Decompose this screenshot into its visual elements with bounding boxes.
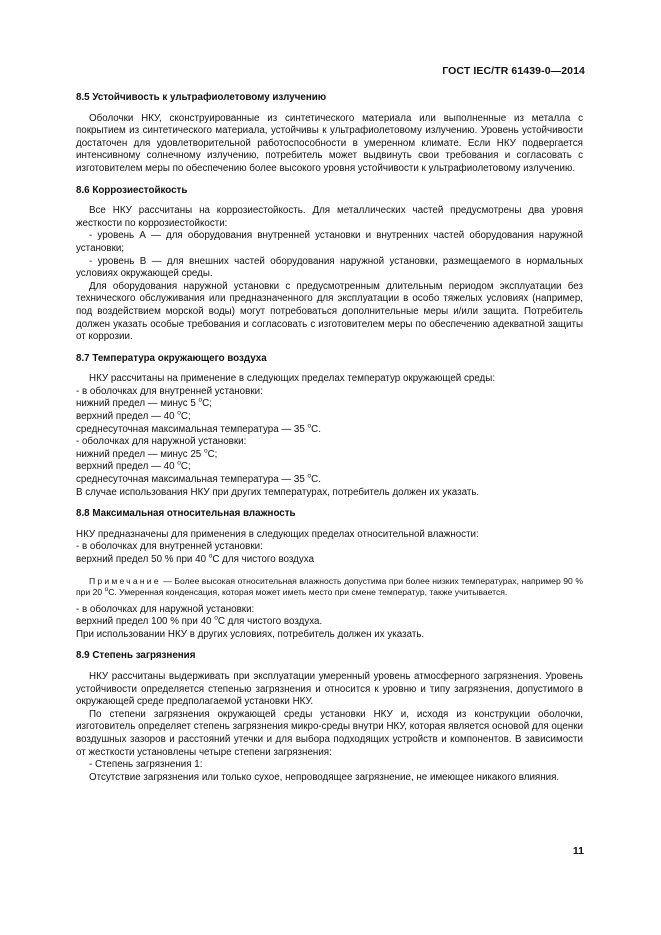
section-8-8-outdoor-limit: верхний предел 100 % при 40 $^o$С для чистого воздуха. (76, 614, 323, 628)
section-8-7-outdoor-upper-limit: верхний предел — 40 $^o$С; (76, 460, 191, 473)
section-8-5-title: 8.5 Устойчивость к ультрафиолетовому излучению (76, 92, 327, 103)
section-8-7-indoor-daily-max: среднесуточная максимальная температура — 35 $^o$С. (76, 422, 321, 435)
section-8-7-paragraph-1: НКУ рассчитаны на применение в следующих пределах температур окружающей среды: (89, 373, 496, 385)
section-8-7-title: 8.7 Температура окружающего воздуха (76, 352, 267, 364)
section-8-9-paragraph-3: Отсутствие загрязнения или только сухое, непроводящее загрязнение, не имеющее никакого влияния. (89, 771, 560, 783)
section-8-8-indoor-label: - в оболочках для внутренней установки: (76, 541, 263, 553)
section-8-9-title: 8.9 Степень загрязнения (76, 650, 196, 662)
document-header: ГОСТ IEC/TR 61439-0—2014 (442, 65, 585, 77)
section-8-8-paragraph-1: НКУ предназначены для применения в следующих пределах относительной влажности: (76, 528, 479, 540)
section-8-7-outdoor-label: - оболочках для наружной установки: (76, 436, 247, 448)
section-8-6-list-item-a: - уровень А — для оборудования внутренней установки и внутренних частей оборудования наружной установки; (76, 230, 583, 254)
section-8-7-indoor-label: - в оболочках для внутренней установки: (76, 385, 263, 397)
section-8-8-indoor-limit: верхний предел 50 % при 40 $^o$С для чистого воздуха (76, 552, 315, 565)
section-8-9-paragraph-1: НКУ рассчитаны выдерживать при эксплуатации умеренный уровень атмосферного загрязнения. Уровень устойчивости определяется степенью загрязнения и относится к уровню и типу загрязнения, допустимого в окружающей среде предполагаемой установки НКУ. (76, 670, 583, 708)
section-8-6-list-item-b: - уровень В — для внешних частей оборудования наружной установки, размещаемого в нормальных условиях окружающей среды. (76, 255, 583, 280)
section-8-7-indoor-lower-limit: нижний предел — минус 5 $^o$С; (76, 397, 212, 410)
page-content (76, 92, 583, 784)
section-8-7-outdoor-lower-limit: нижний предел — минус 25 $^o$С; (76, 447, 218, 460)
section-8-8-title: 8.8 Максимальная относительная влажность (76, 508, 296, 520)
section-8-8-note: Примечание — Более высокая относительная влажность допустима при более низких температурах, например 90 % при 20 $^o$С. Умеренная конденсация, которая может иметь место при смене температур, также учитывается. (76, 575, 583, 597)
section-8-6-paragraph-1: Все НКУ рассчитаны на коррозиестойкость. Для металлических частей предусмотрены два уровня жесткости по коррозиестойкости: (76, 205, 583, 229)
section-8-7-closing: В случае использования НКУ при других температурах, потребитель должен их указать. (76, 486, 480, 498)
section-8-8-closing: При использовании НКУ в других условиях, потребитель должен их указать. (76, 628, 425, 640)
note-label: Примечание (89, 575, 161, 586)
section-8-9-paragraph-2: По степени загрязнения окружающей среды установки НКУ и, исходя из конструкции оболочки, изготовитель определяет степень загрязнения микро-среды внутри НКУ, которая является основой для оценки воздушных зазоров и расстояний утечки и для выбора подходящих устройств и компонентов. В зависимости от жесткости установлены четыре степени загрязнения: (76, 708, 583, 758)
section-8-9-list-item-1: - Степень загрязнения 1: (89, 759, 203, 771)
page-number: 11 (572, 845, 584, 857)
section-8-6-paragraph-2: Для оборудования наружной установки с предусмотренным длительным периодом эксплуатации без технического обслуживания или предназначенного для эксплуатации в особо тяжелых условиях (например, под воздействием морской воды) могут потребоваться дополнительные меры и/или защита. Потребитель должен указать особые требования и согласовать с изготовителем меры по обеспечению адекватной защиты от коррозии. (76, 280, 583, 343)
section-8-7-indoor-upper-limit: верхний предел — 40 $^o$С; (76, 409, 191, 423)
section-8-7-outdoor-daily-max: среднесуточная максимальная температура — 35 $^o$С. (76, 472, 321, 486)
section-8-5-paragraph: Оболочки НКУ, сконструированные из синтетического материала или выполненные из металла с покрытием из синтетического материала, устойчивы к ультрафиолетовому излучению. Уровень устойчивости достаточен для удовлетворительной работоспособности в умеренном климате. Если НКУ подвергается интенсивному солнечному излучению, потребитель может выдвинуть свои требования и согласовать с изготовителем меры по обеспечению более высокого уровня устойчивости к ультрафиолетовому излучению. (76, 112, 583, 174)
section-8-6-title: 8.6 Коррозиестойкость (76, 184, 188, 196)
section-8-8-outdoor-label: - в оболочках для наружной установки: (76, 603, 255, 615)
